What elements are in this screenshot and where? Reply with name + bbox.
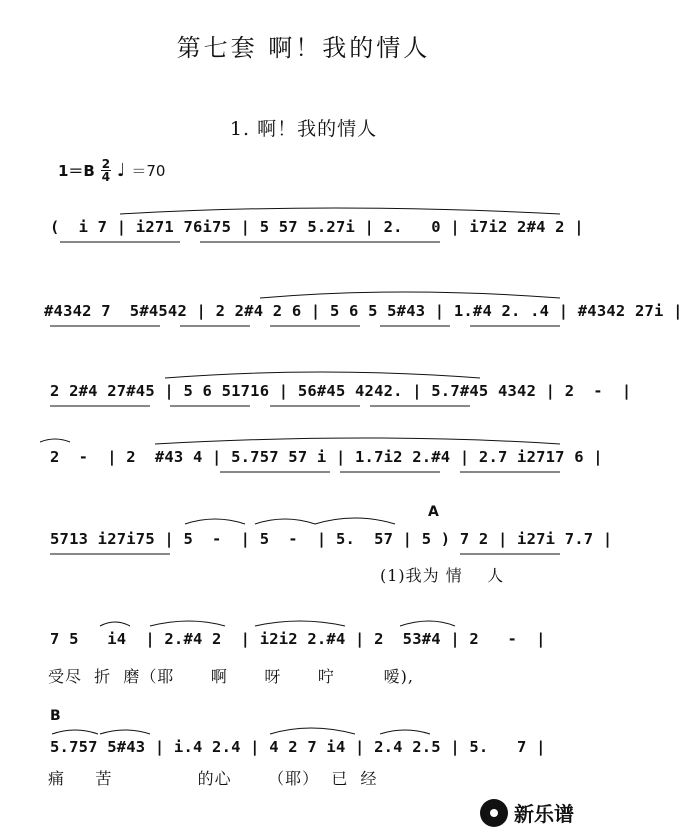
- row-slurs: [0, 620, 607, 664]
- record-disc-icon: [480, 799, 508, 827]
- row-slurs: [0, 520, 607, 564]
- tempo-value: ＝70: [131, 162, 166, 180]
- key-signature: [58, 158, 165, 183]
- score-row-1: [0, 208, 607, 252]
- lyrics-line-3: 痛 苦 的心 （耶） 已 经: [48, 769, 378, 788]
- row-notes: #4342 7 5#4542 | 2 2#4 2 6 | 5 6 5 5#43 | 1.#4 2. .4 | #4342 27i |: [44, 302, 683, 320]
- score-row-6: [0, 620, 607, 664]
- row-slurs: [0, 292, 607, 336]
- row-notes: 7 5 i4 | 2.#4 2 | i2i2 2.#4 | 2 53#4 | 2 - |: [50, 630, 546, 648]
- section-mark-a: A: [428, 504, 439, 520]
- score-row-5: [0, 520, 613, 564]
- key-label: 1＝B: [58, 162, 95, 180]
- page-title: 第七套 啊！我的情人: [176, 34, 431, 62]
- row-slurs: [0, 208, 607, 252]
- section-mark-b: B: [50, 708, 61, 724]
- row-slurs: [0, 372, 607, 416]
- row-notes: ( i 7 | i271 76i75 | 5 57 5.27i | 2. 0 | i7i2 2#4 2 |: [50, 218, 584, 236]
- time-signature: [101, 158, 111, 183]
- quarter-note-icon: ♩: [116, 160, 126, 181]
- site-logo: [480, 798, 574, 827]
- score-row-2: [0, 292, 683, 336]
- score-row-4: [0, 438, 607, 482]
- time-top: 2: [101, 157, 111, 171]
- row-slurs: [0, 438, 607, 482]
- time-bottom: 4: [101, 170, 111, 184]
- score-row-3: [0, 372, 632, 416]
- row-notes: 2 2#4 27#45 | 5 6 51716 | 56#45 4242. | 5.7#45 4342 | 2 - |: [50, 382, 632, 400]
- row-notes: 5713 i27i75 | 5 - | 5 - | 5. 57 | 5 ) 7 2 | i27i 7.7 |: [50, 530, 613, 548]
- lyrics-line-1: (1)我为 情 人: [380, 566, 505, 585]
- row-notes: 2 - | 2 #43 4 | 5.757 57 i | 1.7i2 2.#4 | 2.7 i2717 6 |: [50, 448, 603, 466]
- logo-text: 新乐谱: [514, 802, 574, 826]
- row-notes: 5.757 5#43 | i.4 2.4 | 4 2 7 i4 | 2.4 2.5 | 5. 7 |: [50, 738, 546, 756]
- lyrics-line-2: 受尽 折 磨（耶 啊 呀 咛 嗳),: [48, 667, 414, 686]
- song-title: 1. 啊！我的情人: [229, 118, 378, 140]
